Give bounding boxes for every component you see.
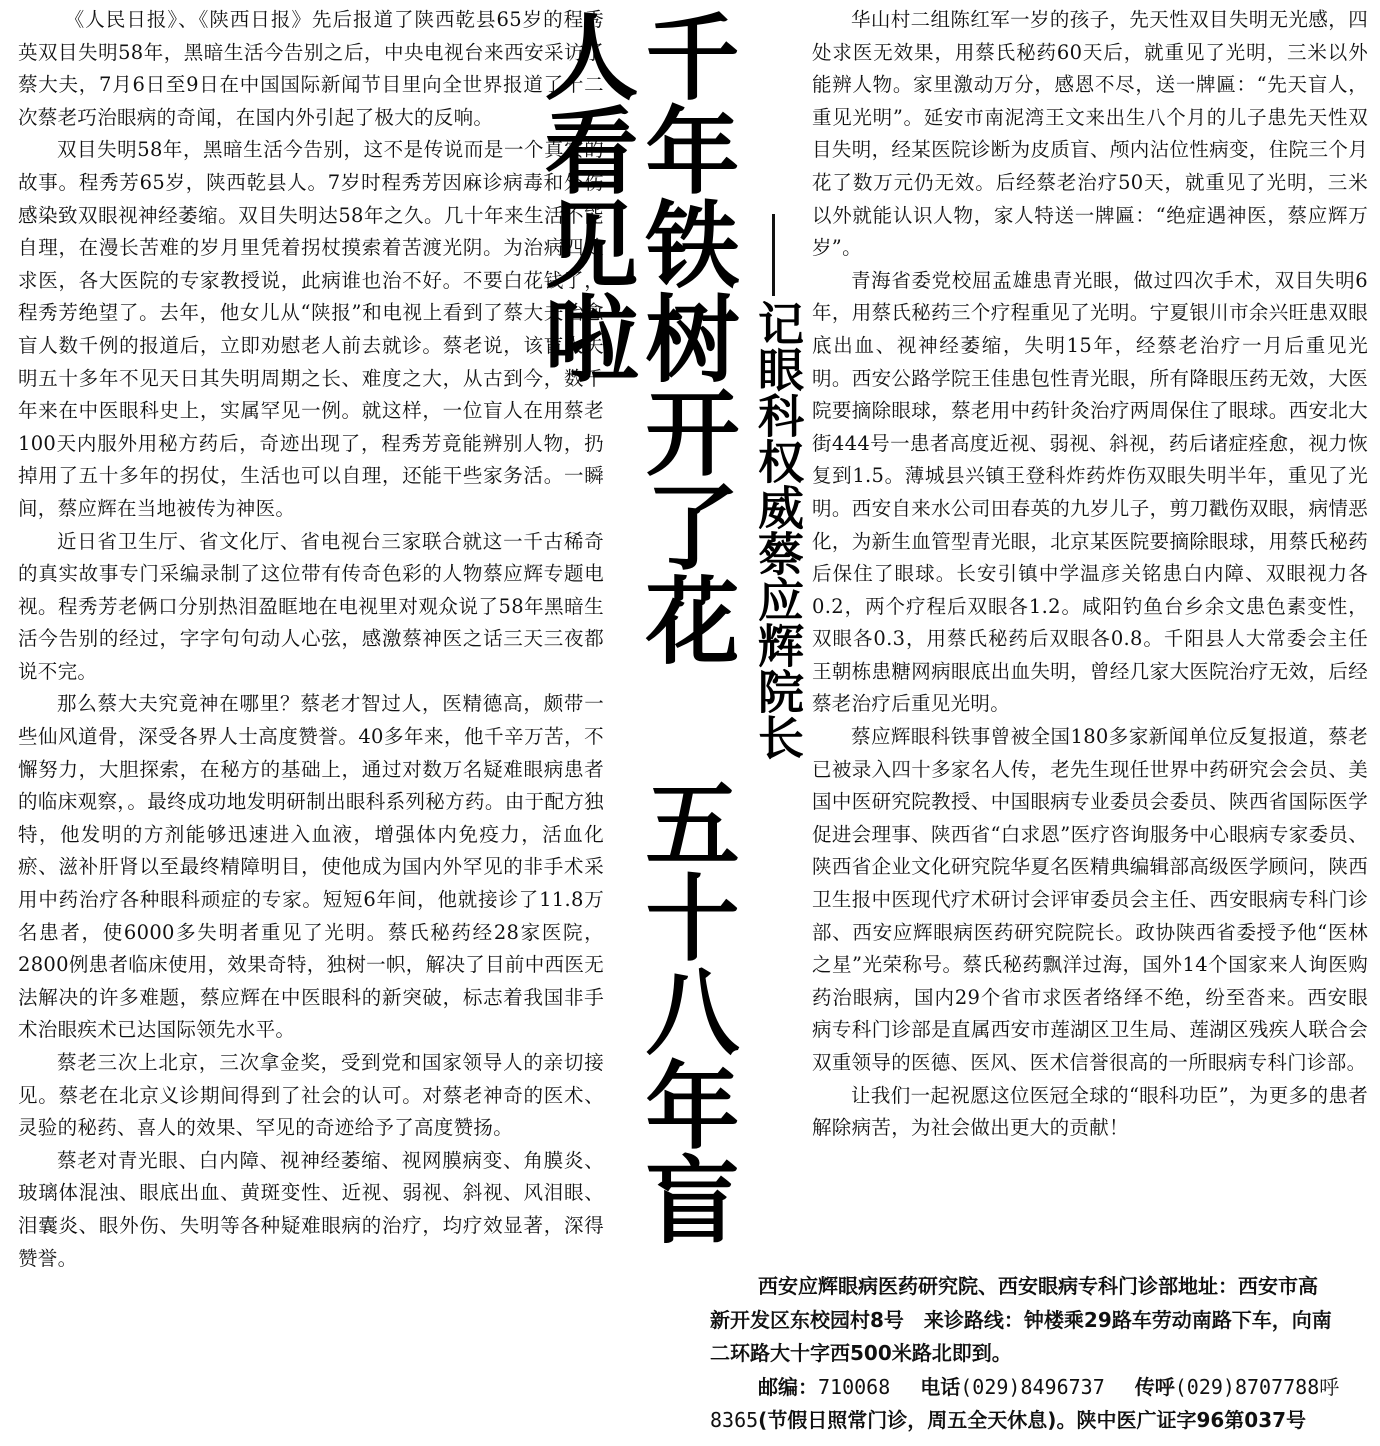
pager-extension: 8365 bbox=[710, 1408, 759, 1433]
article-paragraph: 让我们一起祝愿这位医冠全球的“眼科功臣”，为更多的患者解除病苦，为社会做出更大的贡献！ bbox=[812, 1083, 1368, 1140]
article-paragraph: 蔡老对青光眼、白内障、视神经萎缩、视网膜病变、角膜炎、玻璃体混浊、眼底出血、黄斑变性、近视、弱视、斜视、风泪眼、泪囊炎、眼外伤、失明等各种疑难眼病的治疗，均疗效显著，深得赞誉。 bbox=[18, 1148, 604, 1270]
postcode-value: 710068 bbox=[818, 1374, 891, 1399]
address-line: 西安应辉眼病医药研究院、西安眼病专科门诊部地址：西安市高 bbox=[758, 1274, 1318, 1298]
article-paragraph: 近日省卫生厅、省文化厅、省电视台三家联合就这一千古稀奇的真实故事专门采编录制了这位带有传奇色彩的人物蔡应辉专题电视。程秀芳老俩口分别热泪盈眶地在电视里对观众说了58年黑暗生活今告别的经过，字字句句动人心弦，感激蔡神医之话三天三夜都说不完。 bbox=[18, 529, 604, 683]
pager-value: (029)8707788呼 bbox=[1174, 1374, 1340, 1399]
postcode-label: 邮编： bbox=[758, 1374, 818, 1399]
article-paragraph: 华山村二组陈红军一岁的孩子，先天性双目失明无光感，四处求医无效果，用蔡氏秘药60天后，就重见了光明，三米以外能辨人物。家里激动万分，感恩不尽，送一牌匾：“先天盲人，重见光明”。延安市南泥湾王文来出生八个月的儿子患先天性双目失明，经某医院诊断为皮质盲、颅内沾位性病变，住院三个月花了数万元仍无效。后经蔡老治疗50天，就重见了光明，三米以外就能认识人物，家人特送一牌匾：“绝症遇神医，蔡应辉万岁”。 bbox=[812, 8, 1368, 260]
route-line-end: 二环路大十字西500米路北即到。 bbox=[710, 1341, 1012, 1366]
subheadline-dash bbox=[772, 214, 775, 296]
sub-headline: 记眼科权威蔡应辉院长 bbox=[751, 300, 805, 760]
article-paragraph: 蔡应辉眼科铁事曾被全国180多家新闻单位反复报道，蔡老已被录入四十多家名人传，老先生现任世界中药研究会会员、美国中医研究院教授、中国眼病专业委员会委员、陕西省国际医学促进会理事、陕西省“白求恩”医疗咨询服务中心眼病专家委员、陕西省企业文化研究院华夏名医精典编辑部高级医学顾问，陕西卫生报中医现代疗术研讨会评审委员会主任、西安眼病专科门诊部、西安应辉眼病医药研究院院长。政协陕西省委授予他“医林之星”光荣称号。蔡氏秘药飘洋过海，国外14个国家来人询医购药治眼病，国内29个省市求医者络绎不绝，纷至沓来。西安眼病专科门诊部是直属西安市莲湖区卫生局、莲湖区残疾人联合会双重领导的医德、医风、医术信誉很高的一所眼病专科门诊部。 bbox=[812, 725, 1368, 1074]
phone-line bbox=[710, 1371, 1370, 1405]
article-paragraph: 青海省委党校屈孟雄患青光眼，做过四次手术，双目失明6年，用蔡氏秘药三个疗程重见了光明。宁夏银川市余兴旺患双眼底出血、视神经萎缩，失明15年，经蔡老治疗一月后重见光明。西安公路学院王佳患包性青光眼，所有降眼压药无效，大医院要摘除眼球，蔡老用中药针灸治疗两周保住了眼球。西安北大街444号一患者高度近视、弱视、斜视，药后诸症痊愈，视力恢复到1.5。薄城县兴镇王登科炸药炸伤双眼失明半年，重见了光明。西安自来水公司田春英的九岁儿子，剪刀戳伤双眼，病情恶化，为新生血管型青光眼，北京某医院要摘除眼球，用蔡氏秘药后保住了眼球。长安引镇中学温彦关铭患白内障、双眼视力各0.2，两个疗程后双眼各1.2。咸阳钓鱼台乡余文患色素变性，双眼各0.3，用蔡氏秘药后双眼各0.8。千阳县人大常委会主任王朝栋患糖网病眼底出血失明，曾经几家大医院治疗无效，后经蔡老治疗后重见光明。 bbox=[812, 268, 1368, 716]
clinic-note: (节假日照常门诊，周五全天休息)。陕中医广证字96第037号 bbox=[758, 1408, 1307, 1433]
right-article-column bbox=[812, 4, 1368, 1145]
article-paragraph: 双目失明58年，黑暗生活今告别，这不是传说而是一个真实的故事。程秀芳65岁，陕西乾县人。7岁时程秀芳因麻诊病毒和外伤感染致双眼视神经萎缩。双目失明达58年之久。几十年来生活不能自理，在漫长苦难的岁月里凭着拐杖摸索着苦渡光阴。为治病四处求医，各大医院的专家教授说，此病谁也治不好。不要白花钱了，程秀芳绝望了。去年，他女儿从“陕报”和电视上看到了蔡大夫治愈盲人数千例的报道后，立即劝慰老人前去就诊。蔡老说，该盲人失明五十多年不见天日其失明周期之长、难度之大，从古到今，数千年来在中医眼科史上，实属罕见一例。就这样，一位盲人在用蔡老100天内服外用秘方药后，奇迹出现了，程秀芳竟能辨别人物，扔掉用了五十多年的拐仗，生活也可以自理，还能干些家务活。一瞬间，蔡应辉在当地被传为神医。 bbox=[18, 138, 604, 520]
route-line: 新开发区东校园村8号 来诊路线：钟楼乘29路车劳动南路下车，向南 bbox=[710, 1307, 1332, 1332]
note-line bbox=[710, 1404, 1370, 1438]
phone-value: (029)8496737 bbox=[960, 1374, 1105, 1399]
article-paragraph: 《人民日报》、《陕西日报》先后报道了陕西乾县65岁的程秀英双目失明58年，黑暗生活今告别之后，中央电视台来西安采访了蔡大夫，7月6日至9日在中国国际新闻节目里向全世界报道了十二次蔡老巧治眼病的奇闻，在国内外引起了极大的反响。 bbox=[18, 8, 604, 129]
pager-label: 传呼 bbox=[1134, 1374, 1175, 1399]
phone-label: 电话 bbox=[920, 1374, 961, 1399]
contact-info-block bbox=[710, 1270, 1370, 1438]
article-paragraph: 蔡老三次上北京，三次拿金奖，受到党和国家领导人的亲切接见。蔡老在北京义诊期间得到了社会的认可。对蔡老神奇的医术、灵验的秘药、喜人的效果、罕见的奇迹给予了高度赞扬。 bbox=[18, 1051, 604, 1140]
main-headline: 千年铁树开了花 五十八年盲人看见啦 bbox=[528, 8, 738, 1245]
article-paragraph: 那么蔡大夫究竟神在哪里？蔡老才智过人，医精德高，颇带一些仙风道骨，深受各界人士高度赞誉。40多年来，他千辛万苦，不懈努力，大胆探索，在秘方的基础上，通过对数万名疑难眼病患者的临床观察，。最终成功地发明研制出眼科系列秘方药。由于配方独特，他发明的方剂能够迅速进入血液，增强体内免疫力，活血化瘀、滋补肝肾以至最终精障明目，使他成为国内外罕见的非手术采用中药治疗各种眼科顽症的专家。短短6年间，他就接诊了11.8万名患者，使6000多失明者重见了光明。蔡氏秘药经28家医院，2800例患者临床使用，效果奇特，独树一帜，解决了目前中西医无法解决的许多难题，蔡应辉在中医眼科的新突破，标志着我国非手术治眼疾术已达国际领先水平。 bbox=[18, 692, 604, 1042]
left-article-column bbox=[18, 4, 604, 1275]
